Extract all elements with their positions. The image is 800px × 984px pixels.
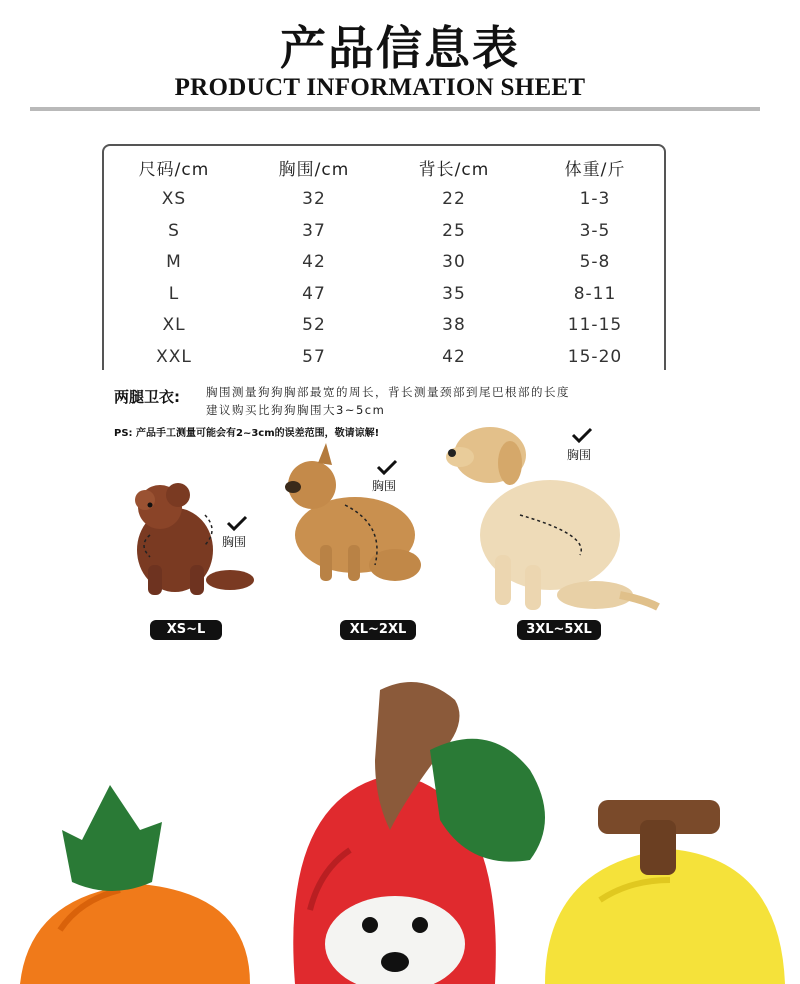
cell-chest: 57 xyxy=(302,346,326,367)
dog-measurement-illustrations xyxy=(0,415,800,650)
table-row xyxy=(104,310,666,342)
cell-chest: 37 xyxy=(302,220,326,241)
cell-back: 42 xyxy=(442,346,466,367)
header-back: 背长/cm xyxy=(418,160,490,181)
cell-chest: 42 xyxy=(302,252,326,273)
notes-line-2: 建议购买比狗狗胸围大3~5cm xyxy=(206,403,386,417)
table-header-row xyxy=(104,152,666,184)
apple-hat-image xyxy=(293,682,545,984)
cell-back: 30 xyxy=(442,252,466,273)
table-row xyxy=(104,184,666,216)
cell-size: L xyxy=(168,283,180,304)
size-badge-medium: XL~2XL xyxy=(340,620,416,640)
cell-chest: 52 xyxy=(302,315,326,336)
table-row xyxy=(104,247,666,279)
cell-weight: 8-11 xyxy=(573,283,617,304)
small-dog-chest-label: 胸围 xyxy=(222,535,247,549)
size-badge-small: XS~L xyxy=(150,620,222,640)
size-badge-large: 3XL~5XL xyxy=(517,620,601,640)
pumpkin-hat-image xyxy=(20,785,250,984)
page-title-en: PRODUCT INFORMATION SHEET xyxy=(174,74,586,101)
header-chest: 胸围/cm xyxy=(278,160,350,181)
header-weight: 体重/斤 xyxy=(564,160,626,181)
page-title-cn: 产品信息表 xyxy=(280,21,520,75)
cell-weight: 11-15 xyxy=(567,315,623,336)
fruit-costume-photo xyxy=(0,660,800,984)
cell-size: XL xyxy=(162,315,186,336)
cell-weight: 5-8 xyxy=(579,252,611,273)
medium-dog-image xyxy=(285,443,421,581)
size-table xyxy=(104,152,666,373)
large-dog-check-icon xyxy=(573,429,591,441)
cell-chest: 47 xyxy=(302,283,326,304)
cell-weight: 15-20 xyxy=(567,346,623,367)
table-row xyxy=(104,341,666,373)
cell-size: M xyxy=(166,252,182,273)
large-dog-chest-label: 胸围 xyxy=(567,448,592,462)
cell-weight: 3-5 xyxy=(579,220,611,241)
cell-back: 22 xyxy=(442,189,466,210)
small-dog-check-icon xyxy=(228,517,246,529)
banana-hat-image xyxy=(545,800,785,984)
table-row xyxy=(104,215,666,247)
notes-label: 两腿卫衣: xyxy=(114,388,180,406)
medium-dog-chest-label: 胸围 xyxy=(372,479,397,493)
header-size: 尺码/cm xyxy=(138,160,210,181)
cell-back: 35 xyxy=(442,283,466,304)
cell-size: XXL xyxy=(156,346,192,367)
title-divider xyxy=(30,107,760,111)
medium-dog-check-icon xyxy=(378,461,396,473)
notes-line-1: 胸围测量狗狗胸部最宽的周长，背长测量颈部到尾巴根部的长度 xyxy=(206,385,570,399)
table-row xyxy=(104,278,666,310)
large-dog-image xyxy=(446,427,658,610)
cell-back: 38 xyxy=(442,315,466,336)
cell-weight: 1-3 xyxy=(579,189,611,210)
notes-ps: PS: 产品手工测量可能会有2~3cm的误差范围，敬请谅解! xyxy=(114,428,380,439)
cell-chest: 32 xyxy=(302,189,326,210)
cell-back: 25 xyxy=(442,220,466,241)
cell-size: XS xyxy=(161,189,187,210)
cell-size: S xyxy=(168,220,180,241)
